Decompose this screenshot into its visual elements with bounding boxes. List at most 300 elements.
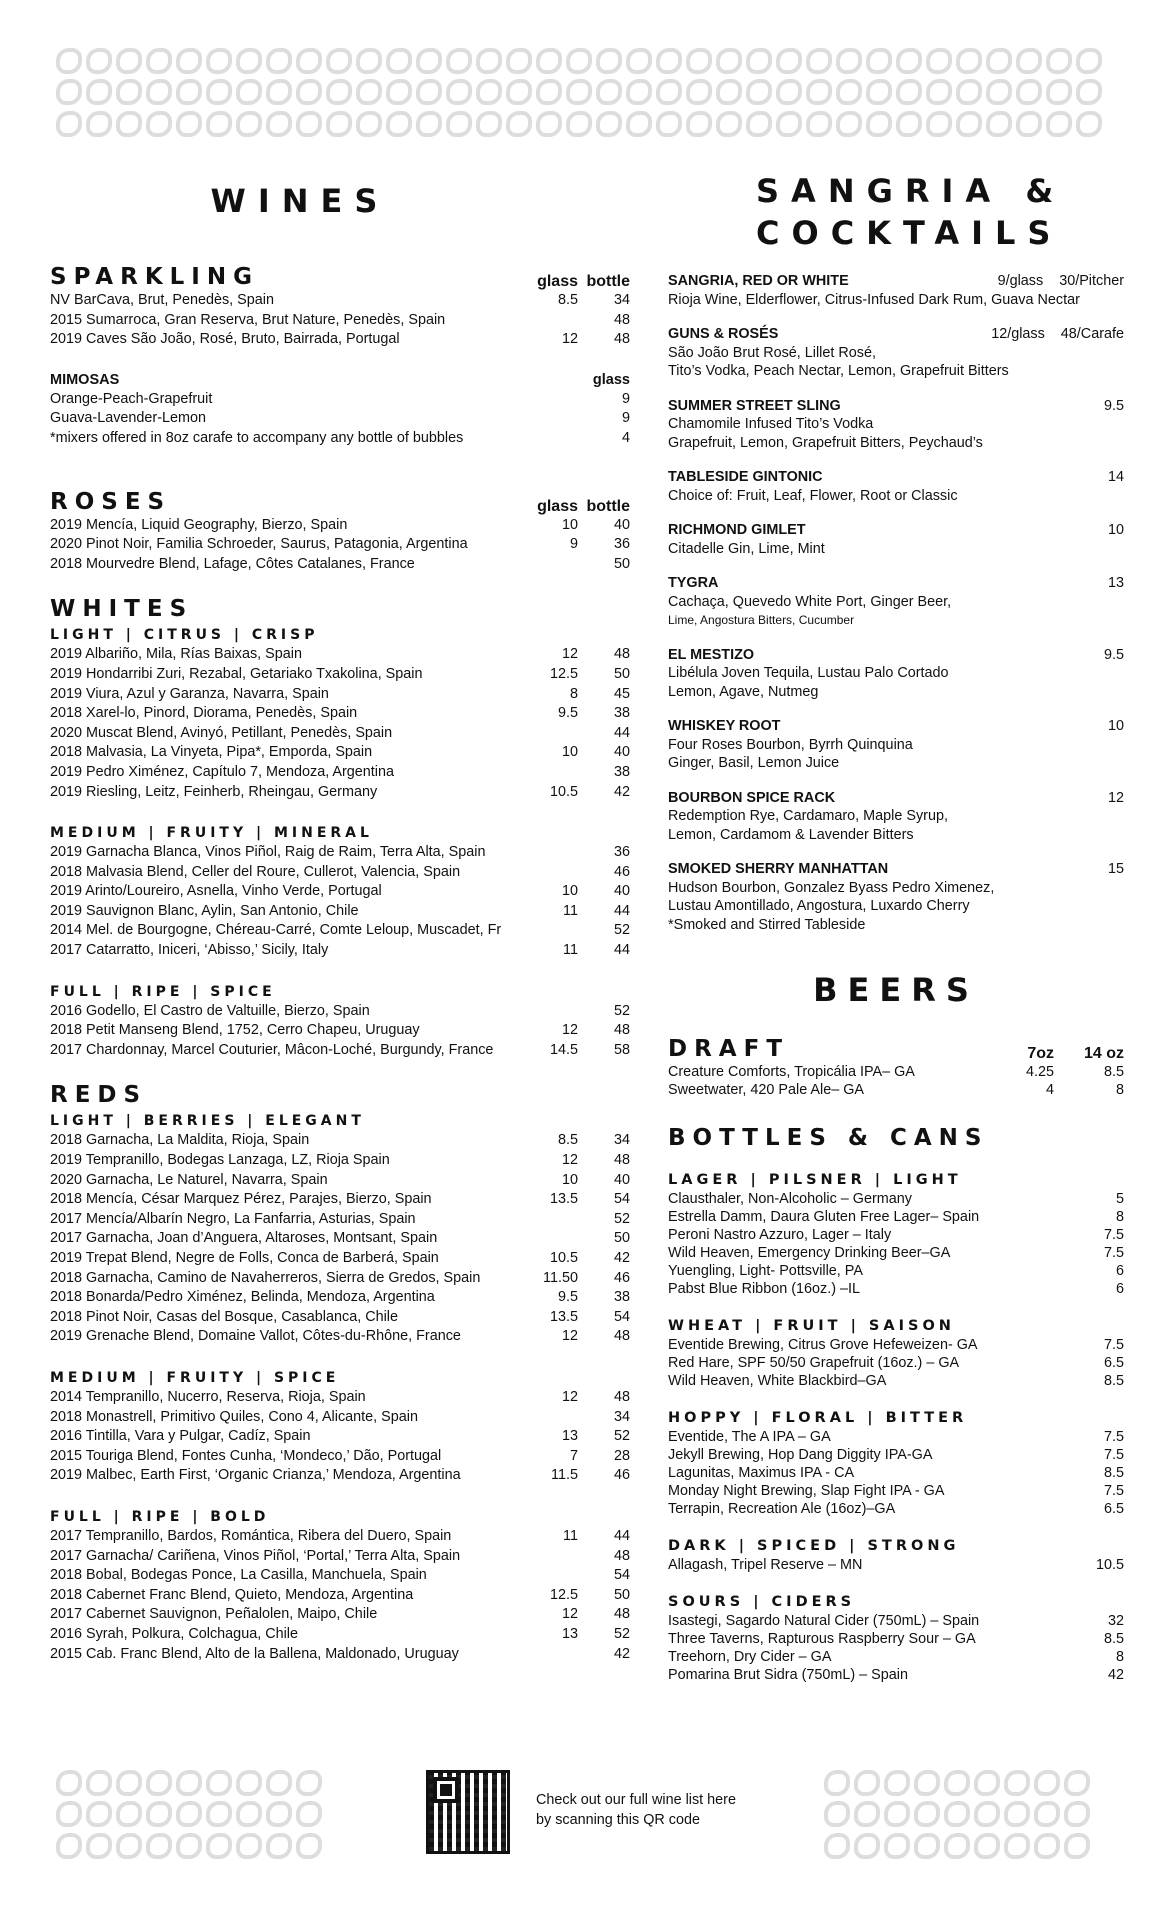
pattern-motif-icon — [56, 1833, 82, 1859]
bottle-price: 48 — [613, 1022, 630, 1039]
pattern-motif-icon — [146, 48, 172, 74]
pattern-motif-icon — [806, 48, 832, 74]
reds-header — [50, 1082, 630, 1109]
wine-row — [50, 311, 630, 331]
wine-name: 2017 Garnacha, Joan d’Anguera, Altaroses, Montsant, Spain — [50, 1230, 438, 1247]
cocktail-header — [668, 397, 1124, 416]
cocktail-item — [668, 717, 1124, 773]
pattern-motif-icon — [1016, 48, 1042, 74]
bottle-price: 48 — [613, 1328, 630, 1345]
price-7oz: 4 — [1045, 1082, 1054, 1098]
bottle-price: 44 — [613, 902, 630, 919]
mimosas-glass-col: glass — [592, 371, 630, 388]
pattern-motif-icon — [416, 111, 442, 137]
beer-row — [668, 1336, 1124, 1354]
pattern-motif-icon — [824, 1770, 850, 1796]
bottle-price: 34 — [613, 292, 630, 308]
beer-row — [668, 1556, 1124, 1574]
bottle-price: 54 — [613, 1191, 630, 1208]
wine-row — [50, 516, 630, 536]
wine-name: *mixers offered in 8oz carafe to accompany any bottle of bubbles — [50, 429, 464, 446]
pattern-motif-icon — [1016, 111, 1042, 137]
pattern-motif-icon — [86, 48, 112, 74]
wine-row — [50, 902, 630, 922]
cocktail-description: Grapefruit, Lemon, Grapefruit Bitters, Peychaud’s — [668, 434, 983, 451]
cocktail-item — [668, 468, 1124, 505]
wine-row — [50, 1249, 630, 1269]
wine-name: 2017 Cabernet Sauvignon, Peñalolen, Maipo, Chile — [50, 1606, 378, 1623]
roses-title: ROSES — [50, 488, 172, 515]
beer-price: 32 — [1107, 1613, 1124, 1629]
wine-name: 2019 Sauvignon Blanc, Aylin, San Antonio, Chile — [50, 902, 359, 919]
cocktail-item — [668, 860, 1124, 934]
wine-name: 2017 Mencía/Albarín Negro, La Fanfarria, Asturias, Spain — [50, 1210, 416, 1227]
wine-row — [50, 863, 630, 883]
bottle-price: 34 — [613, 1132, 630, 1149]
pattern-motif-icon — [926, 111, 952, 137]
pattern-motif-icon — [776, 48, 802, 74]
bottle-price: 38 — [613, 763, 630, 780]
wine-name: 2018 Xarel-lo, Pinord, Diorama, Penedès, Spain — [50, 705, 358, 722]
wine-name: 2018 Bobal, Bodegas Ponce, La Casilla, Manchuela, Spain — [50, 1567, 427, 1584]
pattern-motif-icon — [146, 111, 172, 137]
cocktail-name: TYGRA — [668, 575, 719, 591]
bottle-price: 52 — [613, 922, 630, 939]
glass-price: 13.5 — [549, 1308, 578, 1325]
bottle-price: 46 — [613, 1467, 630, 1484]
pattern-motif-icon — [506, 111, 532, 137]
pattern-motif-icon — [86, 1801, 112, 1827]
beers-title: BEERS — [813, 971, 979, 1009]
bottle-price: 9 — [621, 390, 630, 407]
reds-title: REDS — [50, 1082, 148, 1109]
wine-row — [50, 1625, 630, 1645]
beer-subheading: LAGER | PILSNER | LIGHT — [668, 1172, 962, 1188]
bottle-price: 48 — [613, 311, 630, 328]
pattern-motif-icon — [146, 1833, 172, 1859]
pattern-motif-icon — [656, 48, 682, 74]
decorative-pattern-bottom-right — [824, 1770, 1114, 1860]
pattern-motif-icon — [176, 79, 202, 105]
sparkling-header — [50, 264, 630, 291]
pattern-motif-icon — [956, 48, 982, 74]
wine-name: 2019 Viura, Azul y Garanza, Navarra, Spain — [50, 685, 329, 702]
beer-price: 7.5 — [1103, 1429, 1124, 1445]
wine-name: 2018 Monastrell, Primitivo Quiles, Cono 4, Alicante, Spain — [50, 1408, 418, 1425]
wine-name: 2020 Garnacha, Le Naturel, Navarra, Spain — [50, 1171, 328, 1188]
wine-name: 2019 Trepat Blend, Negre de Folls, Conca de Barberá, Spain — [50, 1250, 439, 1266]
beer-price: 7.5 — [1103, 1337, 1124, 1353]
whites-header — [50, 596, 630, 623]
pattern-motif-icon — [806, 79, 832, 105]
wine-row — [50, 1408, 630, 1428]
wine-name: NV BarCava, Brut, Penedès, Spain — [50, 292, 274, 308]
cocktail-price: 15 — [1107, 861, 1124, 877]
pattern-motif-icon — [326, 79, 352, 105]
pattern-motif-icon — [356, 79, 382, 105]
glass-price: 12 — [561, 1022, 578, 1039]
pattern-motif-icon — [296, 111, 322, 137]
wine-row — [50, 1021, 630, 1041]
beer-subheading: DARK | SPICED | STRONG — [668, 1538, 960, 1554]
wine-name: 2017 Chardonnay, Marcel Couturier, Mâcon-Loché, Burgundy, France — [50, 1041, 494, 1058]
glass-price: 12 — [561, 1152, 578, 1169]
beer-price: 6 — [1115, 1281, 1124, 1297]
pattern-motif-icon — [566, 48, 592, 74]
bottle-price: 44 — [613, 724, 630, 741]
bottle-price: 34 — [613, 1408, 630, 1425]
beer-row — [668, 1354, 1124, 1372]
beer-name: Treehorn, Dry Cider – GA — [668, 1649, 832, 1665]
bottle-price: 52 — [613, 1210, 630, 1227]
whites-group-list — [50, 843, 630, 961]
wine-name: 2017 Garnacha/ Cariñena, Vinos Piñol, ‘Portal,’ Terra Alta, Spain — [50, 1547, 461, 1564]
mimosas-title: MIMOSAS — [50, 371, 120, 388]
wine-name: 2019 Tempranillo, Bodegas Lanzaga, LZ, Rioja Spain — [50, 1152, 390, 1169]
beer-name: Clausthaler, Non-Alcoholic – Germany — [668, 1191, 912, 1207]
wine-row — [50, 1131, 630, 1151]
wine-row — [50, 921, 630, 941]
qr-caption-line1: Check out our full wine list here — [536, 1792, 736, 1808]
glass-price: 13 — [561, 1625, 578, 1642]
pattern-motif-icon — [686, 111, 712, 137]
glass-price: 10.5 — [549, 1250, 578, 1266]
pattern-motif-icon — [806, 111, 832, 137]
cocktail-name: GUNS & ROSÉS — [668, 326, 779, 342]
cocktail-header — [668, 272, 1124, 291]
pattern-motif-icon — [716, 48, 742, 74]
reds-subheading: FULL | RIPE | BOLD — [50, 1508, 270, 1525]
bottle-price: 50 — [613, 665, 630, 682]
bottle-price: 40 — [613, 744, 630, 761]
bottle-price: 40 — [613, 883, 630, 900]
wine-name: 2019 Caves São João, Rosé, Bruto, Bairrada, Portugal — [50, 331, 400, 348]
pattern-motif-icon — [356, 111, 382, 137]
wine-name: 2019 Albariño, Mila, Rías Baixas, Spain — [50, 646, 302, 663]
glass-price — [520, 555, 578, 575]
wine-row — [50, 1566, 630, 1586]
pattern-motif-icon — [1004, 1801, 1030, 1827]
pattern-motif-icon — [974, 1770, 1000, 1796]
bottle-price: 48 — [613, 331, 630, 348]
pattern-motif-icon — [206, 79, 232, 105]
cocktail-description: São João Brut Rosé, Lillet Rosé, — [668, 344, 876, 361]
wine-row — [50, 1605, 630, 1625]
pattern-motif-icon — [626, 48, 652, 74]
pattern-motif-icon — [944, 1833, 970, 1859]
glass-price — [520, 724, 578, 744]
cocktail-header — [668, 860, 1124, 879]
roses-header — [50, 489, 630, 516]
beer-price: 7.5 — [1103, 1227, 1124, 1243]
cocktail-name: SMOKED SHERRY MANHATTAN — [668, 861, 889, 877]
cocktail-description: Cachaça, Quevedo White Port, Ginger Beer, — [668, 593, 952, 610]
glass-price — [520, 1566, 578, 1586]
wine-row — [50, 1229, 630, 1249]
pattern-motif-icon — [896, 48, 922, 74]
wine-row — [50, 1171, 630, 1191]
cocktail-price: 14 — [1107, 469, 1124, 485]
cocktail-item — [668, 397, 1124, 453]
beer-groups — [668, 1170, 1124, 1684]
glass-price: 7 — [569, 1447, 578, 1464]
pattern-motif-icon — [446, 111, 472, 137]
beer-name: Lagunitas, Maximus IPA - CA — [668, 1465, 855, 1481]
beer-price: 7.5 — [1103, 1447, 1124, 1463]
pattern-motif-icon — [266, 1833, 292, 1859]
roses-list — [50, 516, 630, 575]
beer-row — [668, 1372, 1124, 1390]
beer-price: 5 — [1115, 1191, 1124, 1207]
cocktail-header — [668, 521, 1124, 540]
glass-price — [520, 763, 578, 783]
wine-row — [50, 1002, 630, 1022]
bottle-price: 54 — [613, 1567, 630, 1584]
glass-price: 12 — [561, 1606, 578, 1623]
cocktail-description: Rioja Wine, Elderflower, Citrus-Infused Dark Rum, Guava Nectar — [668, 291, 1080, 308]
pattern-motif-icon — [1076, 111, 1102, 137]
beer-row — [668, 1482, 1124, 1500]
wine-row — [50, 330, 630, 350]
pattern-motif-icon — [824, 1833, 850, 1859]
wine-name: 2018 Pinot Noir, Casas del Bosque, Casablanca, Chile — [50, 1308, 398, 1325]
glass-price: 12 — [561, 1328, 578, 1345]
beer-price: 7.5 — [1103, 1483, 1124, 1499]
glass-price — [520, 429, 578, 449]
pattern-motif-icon — [236, 111, 262, 137]
beer-name: Jekyll Brewing, Hop Dang Diggity IPA-GA — [668, 1447, 933, 1463]
qr-caption-line2: by scanning this QR code — [536, 1812, 700, 1828]
cocktail-prices — [991, 325, 1124, 344]
glass-price: 10 — [561, 1171, 578, 1188]
glass-price: 12.5 — [549, 665, 578, 682]
pattern-motif-icon — [956, 111, 982, 137]
pattern-motif-icon — [1034, 1801, 1060, 1827]
pattern-motif-icon — [176, 1801, 202, 1827]
pattern-motif-icon — [206, 1770, 232, 1796]
cocktail-header — [668, 574, 1124, 593]
beer-name: Allagash, Tripel Reserve – MN — [668, 1557, 863, 1573]
cocktail-description-small: Lime, Angostura Bitters, Cucumber — [668, 613, 855, 627]
wine-name: 2016 Syrah, Polkura, Colchagua, Chile — [50, 1625, 298, 1642]
glass-price — [520, 409, 578, 429]
sparkling-glass-col: glass — [537, 273, 578, 290]
beer-name: Yuengling, Light- Pottsville, PA — [668, 1263, 863, 1279]
cocktail-name: WHISKEY ROOT — [668, 718, 781, 734]
pattern-motif-icon — [974, 1801, 1000, 1827]
cocktails-title-line1: SANGRIA & — [756, 172, 1066, 210]
cocktail-description: Choice of: Fruit, Leaf, Flower, Root or Classic — [668, 487, 958, 504]
glass-price: 10.5 — [549, 783, 578, 800]
glass-price: 12.5 — [549, 1586, 578, 1603]
cocktail-price: 10 — [1107, 522, 1124, 538]
wine-name: 2020 Muscat Blend, Avinyó, Petillant, Penedès, Spain — [50, 724, 393, 741]
price-14oz: 8 — [1115, 1082, 1124, 1098]
glass-price: 12 — [561, 1388, 578, 1405]
wine-row — [50, 1269, 630, 1289]
pattern-motif-icon — [236, 48, 262, 74]
glass-price: 10 — [561, 744, 578, 761]
pattern-motif-icon — [386, 48, 412, 74]
qr-caption — [536, 1790, 736, 1830]
pattern-motif-icon — [974, 1833, 1000, 1859]
cocktail-prices — [1104, 646, 1124, 665]
pattern-motif-icon — [854, 1833, 880, 1859]
cocktail-prices — [1108, 574, 1124, 593]
pattern-motif-icon — [656, 111, 682, 137]
glass-price: 10 — [561, 516, 578, 533]
cocktail-header — [668, 468, 1124, 487]
wine-row — [50, 409, 630, 429]
pattern-motif-icon — [56, 1770, 82, 1796]
pattern-motif-icon — [56, 48, 82, 74]
glass-price — [520, 1002, 578, 1022]
pattern-motif-icon — [536, 48, 562, 74]
pattern-motif-icon — [1076, 79, 1102, 105]
pattern-motif-icon — [1064, 1801, 1090, 1827]
beer-row — [668, 1262, 1124, 1280]
pattern-motif-icon — [416, 79, 442, 105]
cocktail-prices — [1108, 521, 1124, 540]
bottle-price: 38 — [613, 1289, 630, 1306]
pattern-motif-icon — [854, 1770, 880, 1796]
pattern-motif-icon — [1064, 1833, 1090, 1859]
beer-row — [668, 1500, 1124, 1518]
cocktail-name: BOURBON SPICE RACK — [668, 789, 836, 806]
bottle-price: 45 — [613, 685, 630, 702]
draft-row — [668, 1081, 1124, 1099]
cocktail-description: Citadelle Gin, Lime, Mint — [668, 540, 825, 557]
pattern-motif-icon — [746, 79, 772, 105]
reds-group-list — [50, 1527, 630, 1664]
wine-name: 2017 Tempranillo, Bardos, Romántica, Ribera del Duero, Spain — [50, 1527, 452, 1544]
draft-7oz-col: 7oz — [1027, 1045, 1054, 1062]
beer-price: 7.5 — [1103, 1245, 1124, 1261]
pattern-motif-icon — [206, 111, 232, 137]
wine-name: 2016 Godello, El Castro de Valtuille, Bierzo, Spain — [50, 1002, 370, 1019]
wine-row — [50, 1586, 630, 1606]
beer-name: Peroni Nastro Azzuro, Lager – Italy — [668, 1227, 892, 1243]
glass-price — [520, 1408, 578, 1428]
pattern-motif-icon — [746, 111, 772, 137]
pattern-motif-icon — [146, 79, 172, 105]
bottle-price: 42 — [613, 1645, 630, 1662]
cocktail-name: EL MESTIZO — [668, 646, 755, 663]
glass-price — [520, 921, 578, 941]
bottle-price: 48 — [613, 1388, 630, 1405]
roses-bottle-col: bottle — [586, 497, 630, 515]
beer-name: Terrapin, Recreation Ale (16oz)–GA — [668, 1501, 896, 1517]
whites-groups — [50, 626, 630, 1060]
wine-row — [50, 645, 630, 665]
pattern-motif-icon — [836, 79, 862, 105]
cocktail-description: Redemption Rye, Cardamaro, Maple Syrup, — [668, 808, 948, 824]
cocktail-price: 9.5 — [1103, 397, 1124, 414]
pattern-motif-icon — [476, 111, 502, 137]
cocktail-price-large: 48/Carafe — [1060, 326, 1124, 342]
wine-row — [50, 1527, 630, 1547]
pattern-motif-icon — [914, 1801, 940, 1827]
pattern-motif-icon — [926, 79, 952, 105]
price-7oz: 4.25 — [1025, 1064, 1054, 1080]
wine-name: 2015 Touriga Blend, Fontes Cunha, ‘Mondeco,’ Dão, Portugal — [50, 1447, 442, 1464]
pattern-motif-icon — [176, 111, 202, 137]
pattern-motif-icon — [296, 1770, 322, 1796]
pattern-motif-icon — [296, 79, 322, 105]
pattern-motif-icon — [266, 1801, 292, 1827]
beer-row — [668, 1464, 1124, 1482]
wine-name: 2016 Tintilla, Vara y Pulgar, Cadíz, Spain — [50, 1428, 311, 1445]
glass-price: 9.5 — [557, 705, 578, 722]
wine-name: 2018 Bonarda/Pedro Ximénez, Belinda, Mendoza, Argentina — [50, 1289, 435, 1306]
cocktail-prices — [1108, 717, 1124, 736]
bottle-price: 50 — [613, 1230, 630, 1247]
pattern-motif-icon — [626, 79, 652, 105]
cocktail-price: 10 — [1107, 718, 1124, 734]
bottle-price: 36 — [613, 536, 630, 553]
bottle-price: 42 — [613, 783, 630, 800]
pattern-motif-icon — [776, 111, 802, 137]
wine-name: Guava-Lavender-Lemon — [50, 410, 206, 427]
pattern-motif-icon — [296, 1801, 322, 1827]
qr-code-icon[interactable] — [426, 1770, 510, 1854]
wine-name: 2019 Garnacha Blanca, Vinos Piñol, Raig de Raim, Terra Alta, Spain — [50, 844, 486, 861]
glass-price — [520, 1645, 578, 1665]
wine-row — [50, 1327, 630, 1347]
wine-row — [50, 763, 630, 783]
wine-row — [50, 1447, 630, 1467]
glass-price — [520, 863, 578, 883]
beer-name: Isastegi, Sagardo Natural Cider (750mL) – Spain — [668, 1613, 980, 1629]
sparkling-list — [50, 291, 630, 350]
bottle-price: 48 — [613, 1547, 630, 1564]
glass-price — [520, 390, 578, 410]
price-14oz: 8.5 — [1103, 1064, 1124, 1080]
bottle-price: 28 — [613, 1447, 630, 1464]
bottle-price: 40 — [613, 1171, 630, 1188]
beer-row — [668, 1666, 1124, 1684]
wine-row — [50, 291, 630, 311]
mimosas-header — [50, 370, 630, 390]
pattern-motif-icon — [176, 1833, 202, 1859]
beer-price: 8.5 — [1103, 1465, 1124, 1481]
decorative-pattern-bottom-left — [56, 1770, 346, 1860]
wine-row — [50, 1308, 630, 1328]
beer-price: 8.5 — [1103, 1631, 1124, 1647]
pattern-motif-icon — [986, 79, 1012, 105]
cocktail-description: Chamomile Infused Tito’s Vodka — [668, 416, 874, 432]
wine-row — [50, 941, 630, 961]
whites-subheading: MEDIUM | FRUITY | MINERAL — [50, 825, 373, 842]
pattern-motif-icon — [884, 1801, 910, 1827]
beer-name: Wild Heaven, Emergency Drinking Beer–GA — [668, 1245, 951, 1261]
pattern-motif-icon — [506, 48, 532, 74]
beer-row — [668, 1630, 1124, 1648]
wine-name: 2018 Garnacha, Camino de Navaherreros, Sierra de Gredos, Spain — [50, 1269, 481, 1286]
cocktail-item — [668, 325, 1124, 381]
wine-row — [50, 1645, 630, 1665]
cocktail-description: Lustau Amontillado, Angostura, Luxardo Cherry — [668, 898, 970, 914]
cocktail-description: Libélula Joven Tequila, Lustau Palo Cortado — [668, 665, 949, 681]
pattern-motif-icon — [824, 1801, 850, 1827]
beer-price: 6.5 — [1103, 1355, 1124, 1371]
pattern-motif-icon — [776, 79, 802, 105]
pattern-motif-icon — [986, 111, 1012, 137]
beer-subheading: HOPPY | FLORAL | BITTER — [668, 1410, 968, 1426]
beer-name: Pabst Blue Ribbon (16oz.) –IL — [668, 1281, 860, 1297]
pattern-motif-icon — [116, 1801, 142, 1827]
glass-price: 9 — [569, 536, 578, 553]
